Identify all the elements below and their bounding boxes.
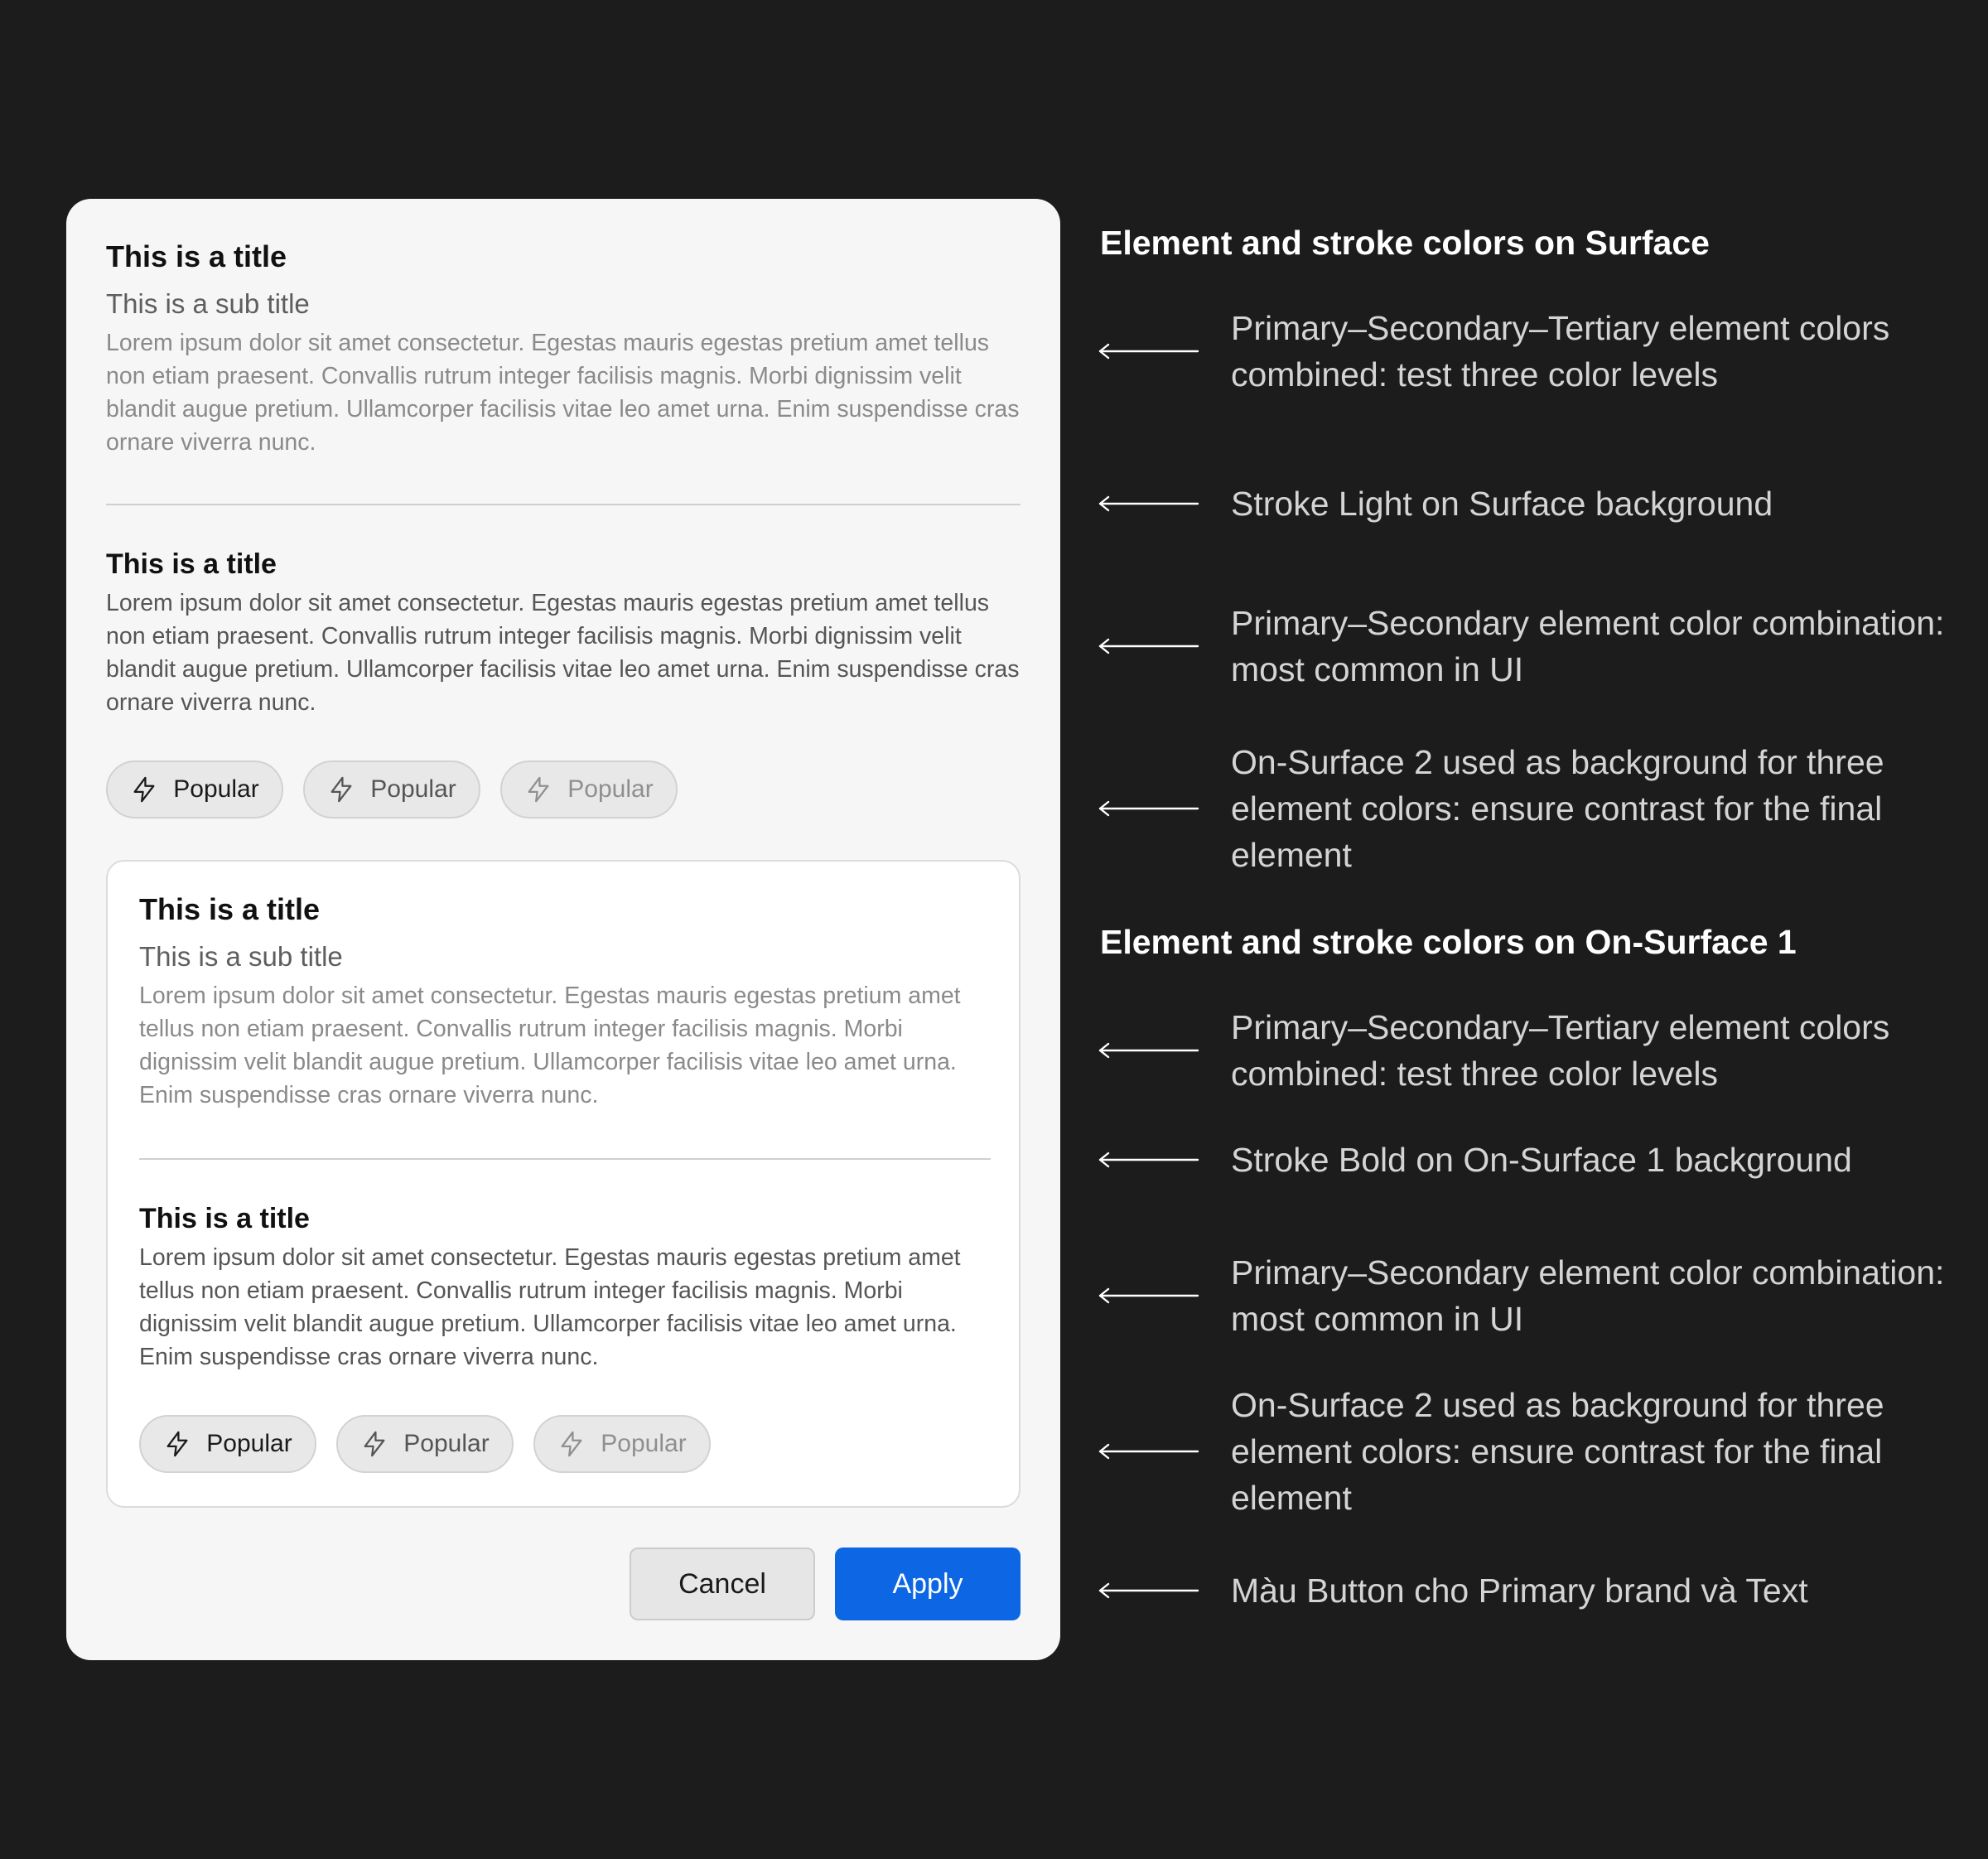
section-title: This is a title — [139, 892, 321, 926]
inner-section-2 — [139, 1201, 991, 1374]
chip-group — [106, 760, 678, 818]
section-title: This is a title — [139, 1203, 310, 1234]
chip-popular-tertiary[interactable] — [533, 1415, 711, 1473]
chip-label: Popular — [370, 775, 456, 803]
chip-label: Popular — [206, 1430, 292, 1457]
stroke-bold-divider — [139, 1158, 991, 1160]
arrow-left-icon — [1098, 1150, 1199, 1170]
annotation-note: Primary–Secondary element color combination: most common in UI — [1231, 1253, 1945, 1338]
inner-section-1 — [139, 891, 991, 1112]
chip-popular-secondary[interactable] — [303, 760, 480, 818]
section-body: Lorem ipsum dolor sit amet consectetur. Egestas mauris egestas pretium amet tellus non etiam praesent. Convallis rutrum integer facilisis magnis. Morbi dignissim velit blandit augue pretium. Ullamcorper facilisis vitae leo amet urna. Enim suspendisse cras ornare viverra nunc. — [139, 983, 961, 1108]
chip-group — [139, 1415, 711, 1473]
chip-label: Popular — [601, 1430, 687, 1457]
chip-popular-primary[interactable] — [106, 760, 283, 818]
arrow-left-icon — [1098, 1041, 1199, 1060]
annotation-note: Primary–Secondary element color combination: most common in UI — [1231, 604, 1945, 688]
lightning-icon — [360, 1430, 388, 1458]
section-subtitle: This is a sub title — [106, 288, 310, 319]
annotation-note: Primary–Secondary–Tertiary element colors combined: test three color levels — [1231, 309, 1890, 394]
section-body: Lorem ipsum dolor sit amet consectetur. Egestas mauris egestas pretium amet tellus non etiam praesent. Convallis rutrum integer facilisis magnis. Morbi dignissim velit blandit augue pretium. Ullamcorper facilisis vitae leo amet urna. Enim suspendisse cras ornare viverra nunc. — [106, 330, 1020, 456]
lightning-icon — [524, 775, 552, 804]
section-subtitle: This is a sub title — [139, 941, 343, 972]
lightning-icon — [327, 775, 355, 804]
chip-popular-primary[interactable] — [139, 1415, 316, 1473]
annotation-heading-on-surface: Element and stroke colors on On-Surface 1 — [1100, 923, 1797, 961]
section-title: This is a title — [106, 239, 287, 273]
chip-label: Popular — [567, 775, 654, 803]
section-body: Lorem ipsum dolor sit amet consectetur. Egestas mauris egestas pretium amet tellus non etiam praesent. Convallis rutrum integer facilisis magnis. Morbi dignissim velit blandit augue pretium. Ullamcorper facilisis vitae leo amet urna. Enim suspendisse cras ornare viverra nunc. — [139, 1244, 961, 1370]
section-2 — [106, 547, 1021, 719]
annotation-note: On-Surface 2 used as background for three element colors: ensure contrast for the final element — [1231, 1386, 1884, 1517]
lightning-icon — [130, 775, 158, 804]
section-body: Lorem ipsum dolor sit amet consectetur. Egestas mauris egestas pretium amet tellus non etiam praesent. Convallis rutrum integer facilisis magnis. Morbi dignissim velit blandit augue pretium. Ullamcorper facilisis vitae leo amet urna. Enim suspendisse cras ornare viverra nunc. — [106, 590, 1020, 716]
annotation-heading-surface: Element and stroke colors on Surface — [1100, 224, 1710, 262]
section-1 — [106, 239, 1021, 459]
annotation-note: On-Surface 2 used as background for three element colors: ensure contrast for the final element — [1231, 743, 1884, 874]
cancel-button[interactable]: Cancel — [630, 1548, 815, 1620]
chip-popular-secondary[interactable] — [336, 1415, 514, 1473]
arrow-left-icon — [1098, 494, 1199, 514]
annotation-note: Màu Button cho Primary brand và Text — [1231, 1572, 1808, 1610]
chip-label: Popular — [173, 775, 259, 803]
lightning-icon — [557, 1430, 586, 1458]
dialog-card — [66, 199, 1060, 1660]
annotation-note: Stroke Light on Surface background — [1231, 485, 1773, 523]
section-title: This is a title — [106, 548, 277, 580]
chip-popular-tertiary[interactable] — [500, 760, 678, 818]
arrow-left-icon — [1098, 341, 1199, 361]
arrow-left-icon — [1098, 636, 1199, 656]
chip-label: Popular — [403, 1430, 490, 1457]
lightning-icon — [163, 1430, 191, 1458]
annotation-note: Primary–Secondary–Tertiary element colors combined: test three color levels — [1231, 1008, 1890, 1093]
arrow-left-icon — [1098, 1581, 1199, 1601]
annotation-note: Stroke Bold on On-Surface 1 background — [1231, 1141, 1852, 1179]
arrow-left-icon — [1098, 1286, 1199, 1306]
stroke-light-divider — [106, 504, 1021, 505]
on-surface-card — [106, 860, 1021, 1508]
arrow-left-icon — [1098, 1441, 1199, 1461]
arrow-left-icon — [1098, 799, 1199, 818]
apply-button[interactable]: Apply — [835, 1548, 1021, 1620]
